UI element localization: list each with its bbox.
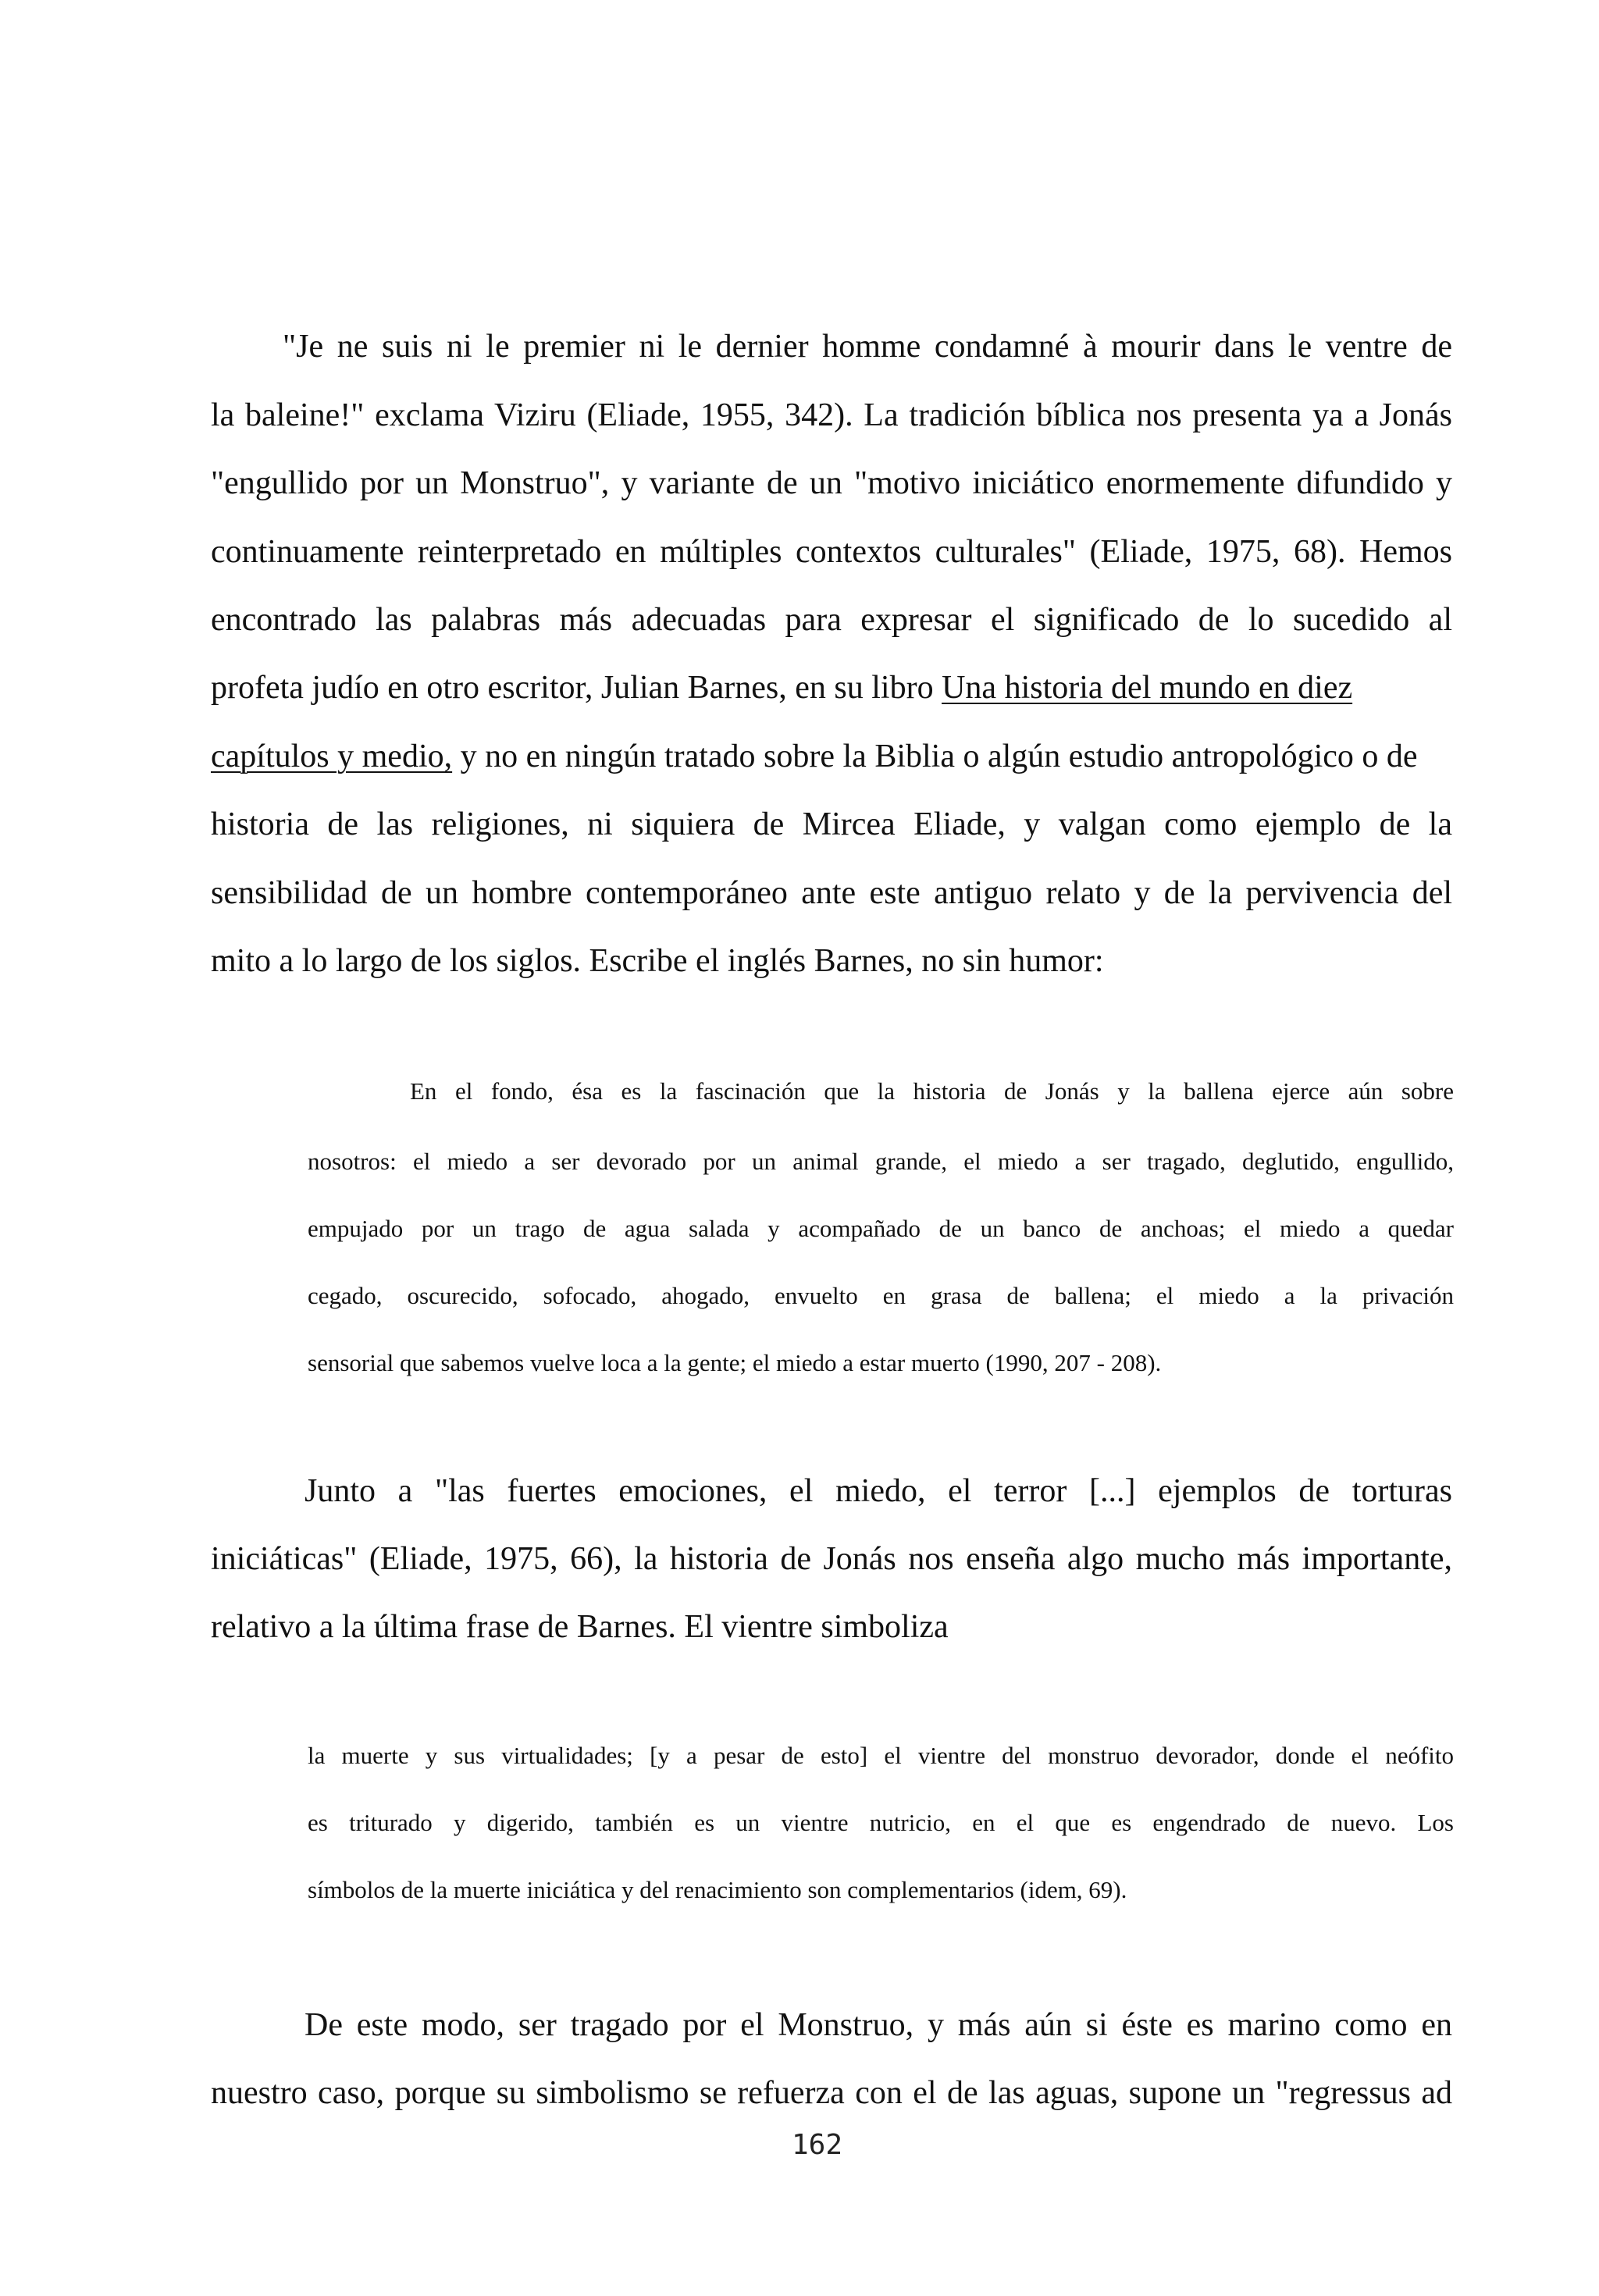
paragraph-1-line-6-text: profeta judío en otro escritor, Julian Barnes, en su libro xyxy=(211,670,942,706)
paragraph-1-line-10: mito a lo largo de los siglos. Escribe el inglés Barnes, no sin humor: xyxy=(211,943,1104,979)
paragraph-1-line-2: la baleine!" exclama Viziru (Eliade, 1955, 342). La tradición bíblica nos presenta ya a Jonás xyxy=(211,397,1452,433)
page-number: 162 xyxy=(791,2129,843,2161)
paragraph-1-line-8: historia de las religiones, ni siquiera de Mircea Eliade, y valgan como ejemplo de la xyxy=(211,806,1452,842)
quote-2-line-3: símbolos de la muerte iniciática y del renacimiento son complementarios (idem, 69). xyxy=(308,1876,1127,1903)
paragraph-2-line-2: iniciáticas" (Eliade, 1975, 66), la historia de Jonás nos enseña algo mucho más importante, xyxy=(211,1541,1452,1577)
book-title-part-1: Una historia del mundo en diez xyxy=(942,670,1353,706)
quote-1-line-2: nosotros: el miedo a ser devorado por un animal grande, el miedo a ser tragado, deglutido, engullido, xyxy=(308,1148,1454,1175)
paragraph-2-line-1: Junto a "las fuertes emociones, el miedo, el terror [...] ejemplos de torturas xyxy=(304,1473,1452,1509)
quote-1-line-3: empujado por un trago de agua salada y acompañado de un banco de anchoas; el miedo a quedar xyxy=(308,1215,1454,1242)
quote-1-line-1: En el fondo, ésa es la fascinación que la historia de Jonás y la ballena ejerce aún sobre xyxy=(410,1077,1454,1105)
paragraph-1-line-9: sensibilidad de un hombre contemporáneo ante este antiguo relato y de la pervivencia del xyxy=(211,875,1452,911)
paragraph-1-line-3: "engullido por un Monstruo", y variante de un "motivo iniciático enormemente difundido y xyxy=(211,465,1452,501)
quote-1-line-4: cegado, oscurecido, sofocado, ahogado, envuelto en grasa de ballena; el miedo a la privación xyxy=(308,1282,1454,1309)
paragraph-1-line-7-text: y no en ningún tratado sobre la Biblia o algún estudio antropológico o de xyxy=(452,739,1418,774)
paragraph-1-line-6 xyxy=(211,671,1452,704)
paragraph-2-line-3: relativo a la última frase de Barnes. El vientre simboliza xyxy=(211,1609,949,1645)
book-title-part-2: capítulos y medio, xyxy=(211,739,453,774)
paragraph-1-line-4: continuamente reinterpretado en múltiples contextos culturales" (Eliade, 1975, 68). Hemos xyxy=(211,534,1452,570)
paragraph-3-line-2: nuestro caso, porque su simbolismo se refuerza con el de las aguas, supone un "regressus ad xyxy=(211,2075,1452,2111)
paragraph-1-line-5: encontrado las palabras más adecuadas para expresar el significado de lo sucedido al xyxy=(211,602,1452,638)
quote-1-line-5: sensorial que sabemos vuelve loca a la gente; el miedo a estar muerto (1990, 207 - 208). xyxy=(308,1349,1162,1376)
quote-2-line-2: es triturado y digerido, también es un vientre nutricio, en el que es engendrado de nuevo. Los xyxy=(308,1809,1454,1836)
paragraph-3-line-1: De este modo, ser tragado por el Monstruo, y más aún si éste es marino como en xyxy=(304,2007,1452,2043)
paragraph-1-line-1: "Je ne suis ni le premier ni le dernier homme condamné à mourir dans le ventre de xyxy=(283,329,1452,365)
quote-2-line-1: la muerte y sus virtualidades; [y a pesar de esto] el vientre del monstruo devorador, donde el neófito xyxy=(308,1742,1454,1769)
paragraph-1-line-7 xyxy=(211,740,1452,773)
